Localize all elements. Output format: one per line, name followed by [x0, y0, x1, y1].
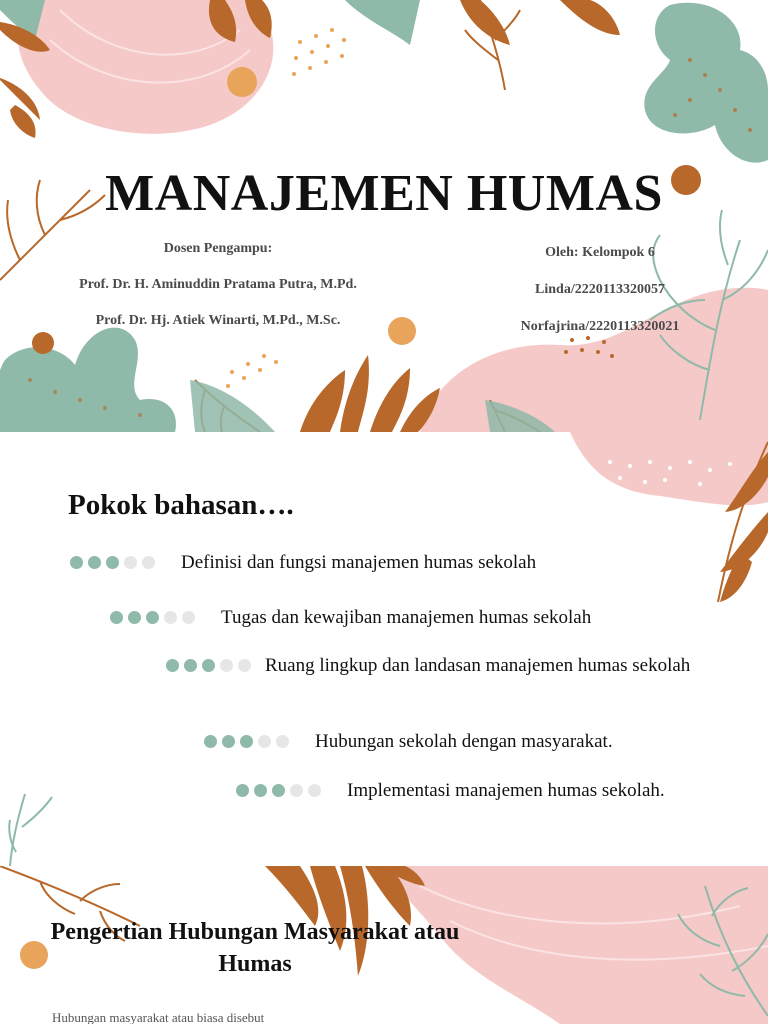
bullet-dots-icon — [166, 659, 251, 672]
bullet-dots-icon — [204, 735, 289, 748]
slide-body-text: Hubungan masyarakat atau biasa disebut — [52, 1010, 265, 1024]
topic-item — [110, 605, 591, 631]
member-1: Linda/2220113320057 — [535, 282, 665, 297]
group-block — [490, 244, 710, 355]
member-2: Norfajrina/2220113320021 — [520, 319, 680, 334]
topics-slide — [0, 432, 768, 866]
topic-item — [166, 653, 695, 679]
title-slide — [0, 0, 768, 432]
section-heading: Pokok bahasan…. — [68, 489, 294, 521]
topic-text: Hubungan sekolah dengan masyarakat. — [315, 731, 613, 752]
lecturer-block — [40, 240, 396, 348]
bullet-dots-icon — [70, 556, 155, 569]
presentation-title: MANAJEMEN HUMAS — [105, 165, 663, 222]
topic-text: Definisi dan fungsi manajemen humas sekolah — [181, 552, 537, 573]
topic-item — [236, 778, 665, 804]
bullet-dots-icon — [236, 784, 321, 797]
bullet-dots-icon — [110, 611, 195, 624]
lecturer-label: Dosen Pengampu: — [163, 241, 273, 256]
lecturer-name-2: Prof. Dr. Hj. Atiek Winarti, M.Pd., M.Sc. — [95, 313, 341, 328]
topic-text: Ruang lingkup dan landasan manajemen humas sekolah — [265, 655, 691, 676]
group-label: Oleh: Kelompok 6 — [545, 245, 655, 260]
definition-slide — [0, 866, 768, 1024]
topic-text: Implementasi manajemen humas sekolah. — [347, 780, 665, 801]
topic-text: Tugas dan kewajiban manajemen humas sekolah — [221, 607, 592, 628]
slide-title: Pengertian Hubungan Masyarakat atau Humas — [50, 919, 460, 977]
lecturer-name-1: Prof. Dr. H. Aminuddin Pratama Putra, M.Pd. — [79, 277, 357, 292]
topic-item — [70, 550, 536, 576]
topic-item — [204, 729, 613, 755]
